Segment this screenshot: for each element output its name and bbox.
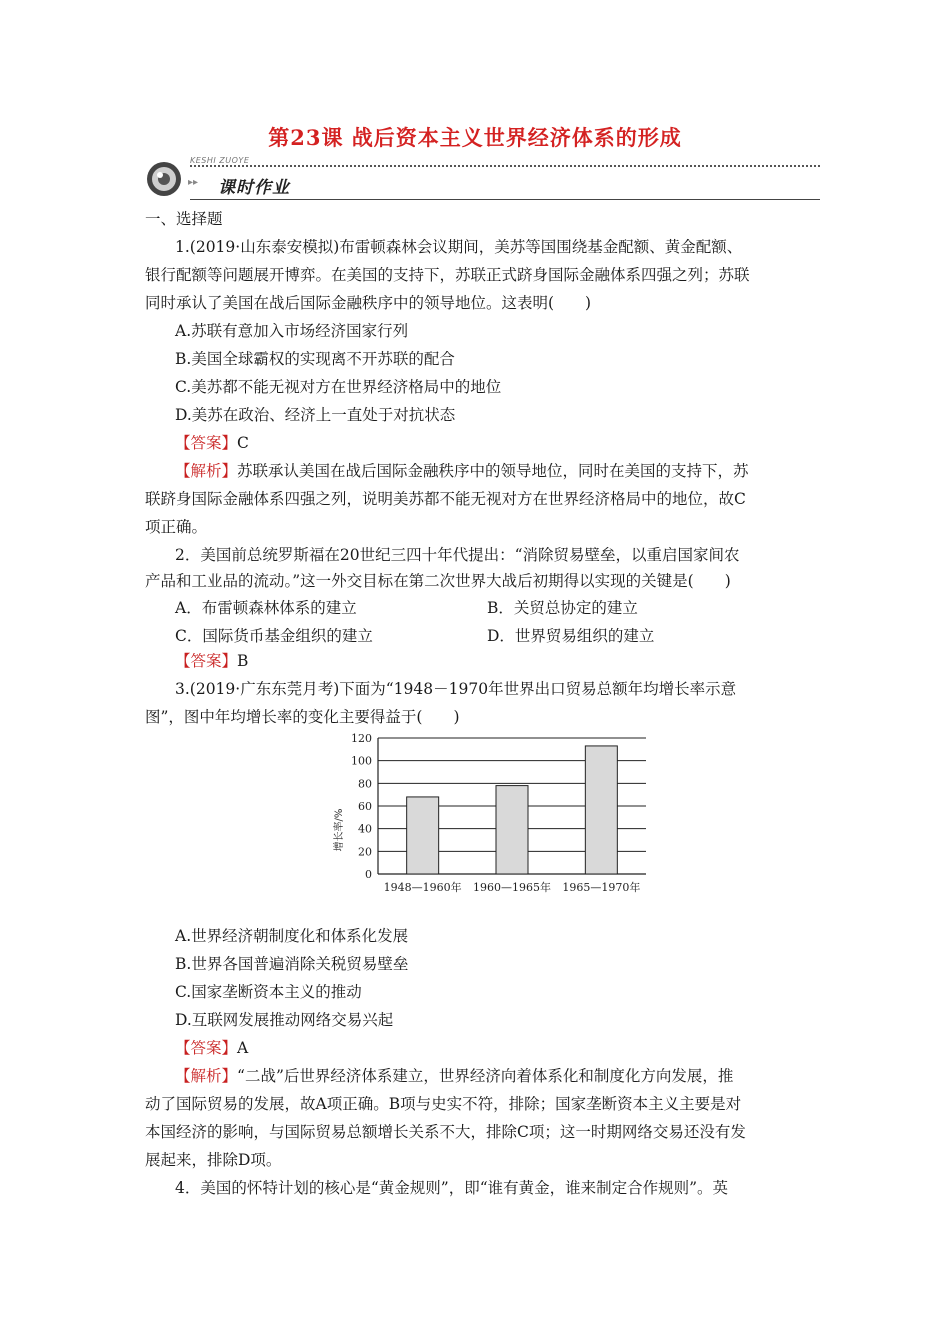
q1-option-d: D.美苏在政治、经济上一直处于对抗状态 <box>175 406 456 424</box>
x-tick-label: 1948—1960年 <box>383 881 462 894</box>
analysis-tag: 【解析】 <box>175 1067 238 1085</box>
q1-line-3: 同时承认了美国在战后国际金融秩序中的领导地位。这表明( ) <box>145 294 592 312</box>
q1-option-b: B.美国全球霸权的实现离不开苏联的配合 <box>175 350 455 368</box>
y-tick-label: 80 <box>358 777 372 791</box>
q3-analysis-2: 动了国际贸易的发展，故A项正确。B项与史实不符，排除；国家垄断资本主义主要是对 <box>145 1095 742 1113</box>
banner-label: 课时作业 <box>218 178 290 198</box>
banner-arrows: ▸▸ <box>188 177 199 188</box>
q2-option-a: A．布雷顿森林体系的建立 <box>175 599 357 617</box>
y-axis-label: 增长率/% <box>334 808 345 852</box>
q3-analysis-3: 本国经济的影响，与国际贸易总额增长关系不大，排除C项；这一时期网络交易还没有发 <box>145 1123 746 1141</box>
answer-value: B <box>237 652 249 670</box>
q2-line-2: 产品和工业品的流动。”这一外交目标在第二次世界大战后初期得以实现的关键是( ) <box>145 572 731 590</box>
answer-value: A <box>237 1039 249 1057</box>
bar <box>585 746 617 874</box>
gear-icon <box>144 159 184 199</box>
q1-option-c: C.美苏都不能无视对方在世界经济格局中的地位 <box>175 378 502 396</box>
section-heading: 一、选择题 <box>145 210 223 228</box>
q3-line-1: 3.(2019·广东东莞月考)下面为“1948－1970年世界出口贸易总额年均增长率示意 <box>175 680 737 698</box>
q3-option-c: C.国家垄断资本主义的推动 <box>175 983 362 1001</box>
answer-value: C <box>237 434 249 452</box>
q3-option-b: B.世界各国普遍消除关税贸易壁垒 <box>175 955 409 973</box>
y-tick-label: 60 <box>358 800 372 813</box>
q3-analysis-4: 展起来，排除D项。 <box>145 1151 282 1169</box>
x-tick-label: 1965—1970年 <box>562 881 641 894</box>
y-tick-label: 120 <box>351 732 372 745</box>
y-tick-label: 40 <box>358 822 372 836</box>
section-banner <box>140 155 820 205</box>
q1-analysis-3: 项正确。 <box>145 518 208 536</box>
growth-rate-bar-chart <box>330 728 660 900</box>
q1-answer <box>175 429 815 457</box>
solid-rule <box>190 199 820 200</box>
analysis-text: 苏联承认美国在战后国际金融秩序中的领导地位，同时在美国的支持下，苏 <box>237 462 749 480</box>
analysis-tag: 【解析】 <box>175 462 238 480</box>
banner-pinyin: KESHI ZUOYE <box>190 156 252 165</box>
q2-line-1: 2．美国前总统罗斯福在20世纪三四十年代提出：“消除贸易壁垒，以重启国家间农 <box>175 546 740 564</box>
q3-analysis-1 <box>175 1062 815 1090</box>
q1-line-2: 银行配额等问题展开博弈。在美国的支持下，苏联正式跻身国际金融体系四强之列；苏联 <box>145 266 750 284</box>
y-tick-label: 100 <box>351 754 372 768</box>
dotted-rule <box>190 165 820 167</box>
page-title: 第23课 战后资本主义世界经济体系的形成 <box>268 125 682 150</box>
q3-answer <box>175 1034 815 1062</box>
q2-answer <box>175 647 815 675</box>
q4-line-1: 4．美国的怀特计划的核心是“黄金规则”，即“谁有黄金，谁来制定合作规则”。英 <box>175 1179 729 1197</box>
bar <box>407 797 439 874</box>
q1-analysis-2: 联跻身国际金融体系四强之列，说明美苏都不能无视对方在世界经济格局中的地位，故C <box>145 490 746 508</box>
y-tick-label: 0 <box>365 868 372 881</box>
x-tick-label: 1960—1965年 <box>473 881 551 894</box>
analysis-text: “二战”后世界经济体系建立，世界经济向着体系化和制度化方向发展，推 <box>237 1067 734 1085</box>
answer-tag: 【答案】 <box>175 652 238 670</box>
answer-tag: 【答案】 <box>175 434 238 452</box>
q1-analysis-1 <box>175 457 815 485</box>
q2-option-d: D．世界贸易组织的建立 <box>487 627 655 645</box>
q3-option-a: A.世界经济朝制度化和体系化发展 <box>175 927 409 945</box>
q2-option-b: B．关贸总协定的建立 <box>487 599 638 617</box>
q1-option-a: A.苏联有意加入市场经济国家行列 <box>175 322 409 340</box>
bar <box>496 786 528 874</box>
answer-tag: 【答案】 <box>175 1039 238 1057</box>
q2-option-c: C．国际货币基金组织的建立 <box>175 627 373 645</box>
q3-line-2: 图”，图中年均增长率的变化主要得益于( ) <box>145 708 460 726</box>
y-tick-label: 20 <box>358 845 372 859</box>
q3-option-d: D.互联网发展推动网络交易兴起 <box>175 1011 394 1029</box>
q1-line-1: 1.(2019·山东泰安模拟)布雷顿森林会议期间，美苏等国围绕基金配额、黄金配额、 <box>175 238 743 256</box>
